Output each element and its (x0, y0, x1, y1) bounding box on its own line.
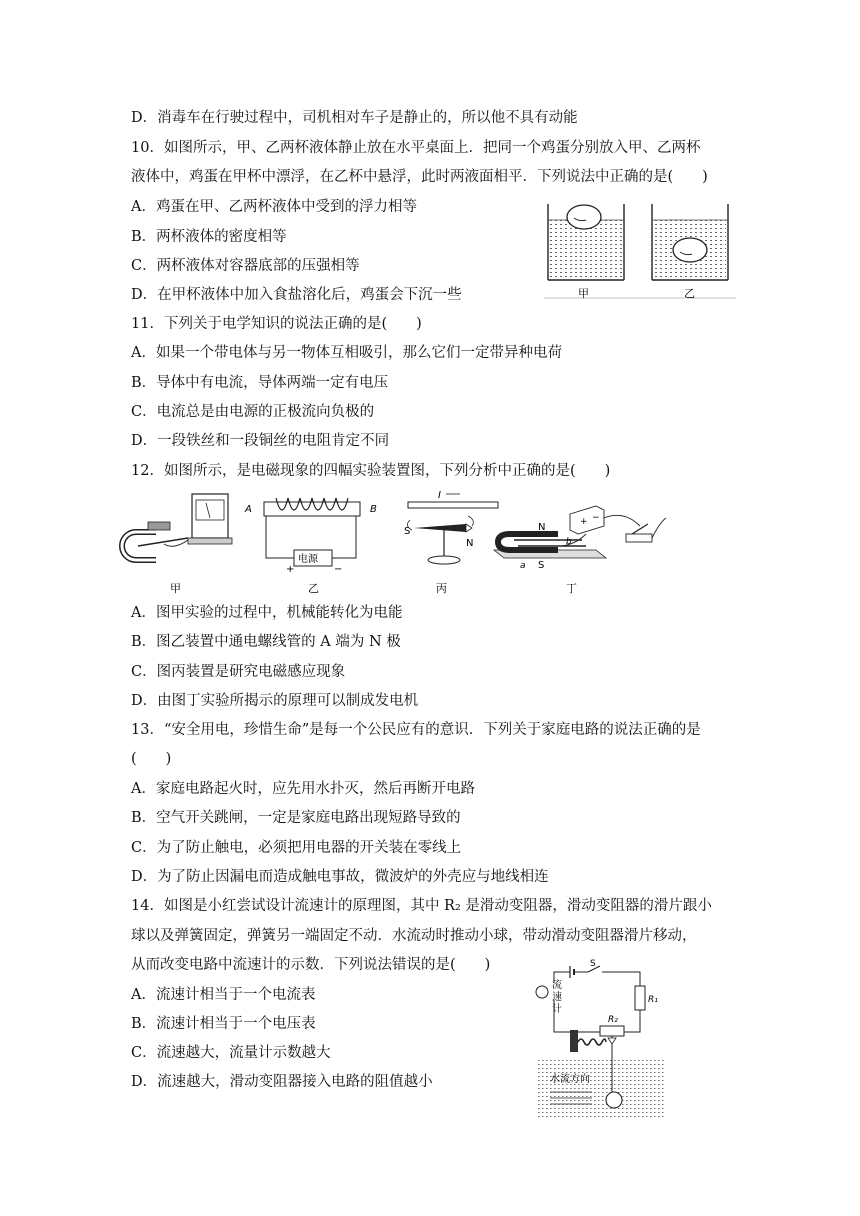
water-direction-label: 水流方向 (550, 1074, 590, 1085)
q12-stem: 12．如图所示，是电磁现象的四幅实验装置图，下列分析中正确的是( ) (131, 463, 611, 479)
q14-option-b: B．流速计相当于一个电压表 (131, 1016, 316, 1032)
fig-label-jia: 甲 (170, 582, 181, 595)
r2-label: R₂ (608, 1015, 618, 1025)
meter-char-3: 计 (552, 1004, 562, 1015)
battery-minus: − (592, 513, 600, 523)
fig-bing (404, 490, 498, 595)
rod-a: a (520, 561, 526, 571)
q10-option-a: A．鸡蛋在甲、乙两杯液体中受到的浮力相等 (131, 199, 417, 215)
q11-option-a: A．如果一个带电体与另一物体互相吸引，那么它们一定带异种电荷 (131, 345, 562, 361)
q13-option-d: D．为了防止因漏电而造成触电事故，微波炉的外壳应与地线相连 (131, 869, 549, 885)
q13-stem-line1: 13．“安全用电，珍惜生命”是每一个公民应有的意识．下列关于家庭电路的说法正确的是 (131, 722, 701, 738)
label-jia: 甲 (578, 287, 589, 300)
q13-option-b: B．空气开关跳闸，一定是家庭电路出现短路导致的 (131, 810, 461, 826)
q9-option-d: D．消毒车在行驶过程中，司机相对车子是静止的，所以他不具有动能 (131, 110, 578, 126)
needle-n: N (466, 538, 474, 549)
q14-stem-line3: 从而改变电路中流速计的示数．下列说法错误的是( ) (131, 957, 491, 973)
fig-jia (122, 494, 232, 595)
switch-s: S (590, 959, 596, 969)
q13-stem-line2: ( ) (131, 751, 172, 767)
label-yi: 乙 (684, 287, 695, 300)
meter-char-2: 速 (552, 992, 562, 1003)
q14-figure-flowmeter (530, 960, 670, 1120)
q12-option-a: A．图甲实验的过程中，机械能转化为电能 (131, 605, 403, 621)
q10-stem-line1: 10．如图所示，甲、乙两杯液体静止放在水平桌面上．把同一个鸡蛋分别放入甲、乙两杯 (131, 140, 701, 156)
fig-ding (494, 506, 666, 595)
fig-label-yi: 乙 (308, 582, 319, 595)
q14-option-c: C．流速越大，流量计示数越大 (131, 1045, 331, 1061)
q10-option-c: C．两杯液体对容器底部的压强相等 (131, 258, 360, 274)
q12-option-c: C．图丙装置是研究电磁感应现象 (131, 664, 346, 680)
fig-label-bing: 丙 (436, 582, 447, 595)
needle-s: S (404, 526, 411, 537)
q11-option-b: B．导体中有电流，导体两端一定有电压 (131, 375, 389, 391)
q10-option-b: B．两杯液体的密度相等 (131, 229, 287, 245)
q13-option-c: C．为了防止触电，必须把用电器的开关装在零线上 (131, 840, 462, 856)
resistor-r1 (635, 986, 645, 1010)
power-plus: + (286, 564, 295, 575)
current-i: I (438, 490, 441, 501)
beaker-yi (652, 204, 728, 280)
power-minus: − (334, 564, 343, 575)
flowmeter-dial (536, 986, 548, 998)
q14-option-d: D．流速越大，滑动变阻器接入电路的阻值越小 (131, 1074, 433, 1090)
magnet-s: S (538, 560, 545, 571)
resistor-r2 (600, 1026, 624, 1036)
water-region (536, 1060, 664, 1118)
battery-plus: + (580, 517, 588, 527)
q10-option-d: D．在甲杯液体中加入食盐溶化后，鸡蛋会下沉一些 (131, 287, 462, 303)
q12-option-d: D．由图丁实验所揭示的原理可以制成发电机 (131, 693, 419, 709)
beaker-jia (548, 204, 624, 280)
meter-char-1: 流 (552, 980, 562, 991)
q10-stem-line2: 液体中，鸡蛋在甲杯中漂浮，在乙杯中悬浮，此时两液面相平．下列说法中正确的是( ) (131, 169, 708, 185)
egg-suspended (673, 238, 707, 262)
q14-stem-line2: 球以及弹簧固定，弹簧另一端固定不动．水流动时推动小球，带动滑动变阻器滑片移动， (131, 928, 697, 944)
fig-label-ding: 丁 (566, 582, 577, 595)
egg-floating (567, 205, 601, 229)
power-label: 电源 (298, 554, 318, 565)
q12-option-b: B．图乙装置中通电螺线管的 A 端为 N 极 (131, 634, 401, 650)
ball (606, 1092, 622, 1108)
r1-label: R₁ (648, 995, 658, 1005)
q11-option-d: D．一段铁丝和一段铜丝的电阻肯定不同 (131, 433, 390, 449)
q14-option-a: A．流速计相当于一个电流表 (131, 987, 316, 1003)
solenoid-end-a: A (245, 504, 252, 515)
solenoid-end-b: B (370, 504, 377, 515)
q11-stem: 11．下列关于电学知识的说法正确的是( ) (131, 316, 422, 332)
q13-option-a: A．家庭电路起火时，应先用水扑灭，然后再断开电路 (131, 781, 475, 797)
magnet-n: N (538, 522, 546, 533)
rod-b: b (566, 537, 572, 547)
q10-figure-beakers (540, 196, 740, 302)
fig-yi (244, 498, 377, 595)
q14-stem-line1: 14．如图是小红尝试设计流速计的原理图，其中 R₂ 是滑动变阻器，滑动变阻器的滑片跟小 (131, 898, 712, 914)
q11-option-c: C．电流总是由电源的正极流向负极的 (131, 404, 375, 420)
q12-figure-experiments (126, 488, 666, 598)
